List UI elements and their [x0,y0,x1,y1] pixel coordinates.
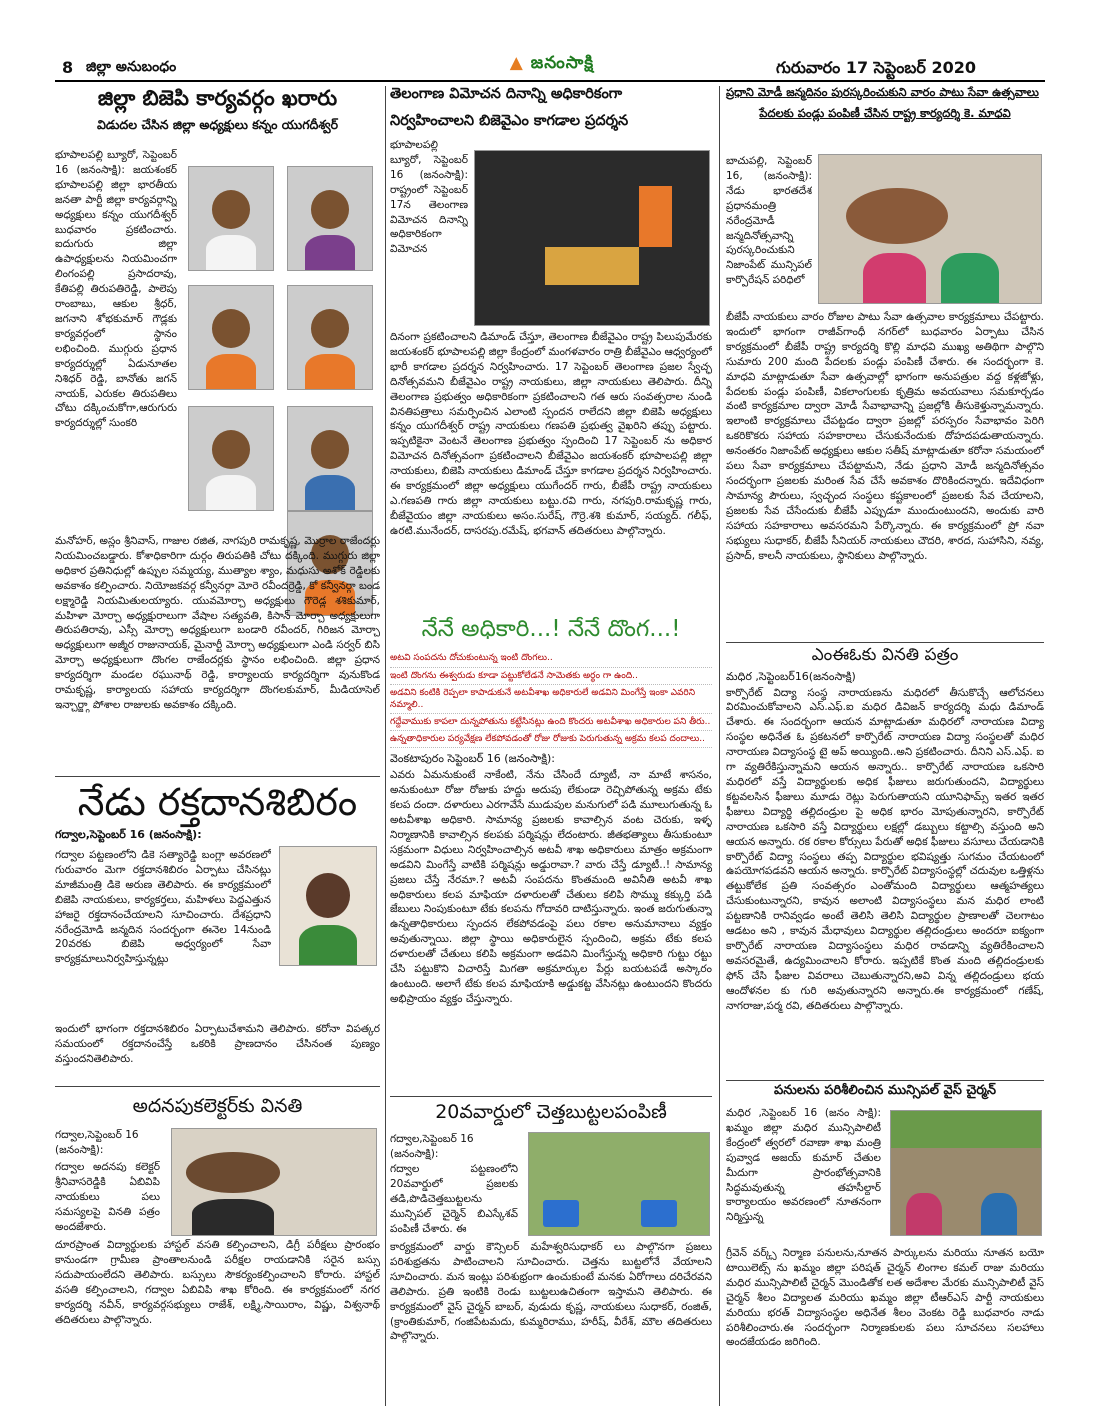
highlight-item: గద్దేవాముకు కాపలా దున్నపోతును కట్టేసినట్లు ఉంది కొందరు అటవీశాఖ అధికారుల పని తీరు.. [390,714,712,731]
masthead-rule [55,80,1045,82]
divider [55,776,380,777]
divider [55,1086,380,1087]
article-headline: నేనే అధికారి...! నేనే దొంగ...! [421,616,681,642]
article-headline: పనులను పరిశీలించిన మున్సిపల్ వైస్ చైర్మన్ [773,1083,997,1098]
article-modi-birthday [726,85,1044,562]
article-headline: నేడు రక్తదానశిబిరం [77,780,358,824]
article-body: గద్వాల పట్టణంలోని 20వవార్డులో ప్రజలకు తడి,పొడిచెత్తబుట్టలను మున్సిపల్ చైర్మెన్ బిఎస్కేశవ్ పంపిణీ చేశారు. ఈ [390,1163,518,1235]
article-bjp [55,86,380,711]
article-body: కార్యక్రమంలో వార్డు కౌన్సిలర్ మహేశ్వరిసుధాకర్ లు పాల్గొనగా ప్రజలు పరిశుభ్రతను పాటించాలని సూచించారు. చెత్తను బుట్టలోనే వేయాలని సూచించారు. మన ఇంట్లు పరిశుభ్రంగా ఉంచుకుంటే మనకు ఏరోగాలు దరిచేరవని తెలిపారు. ప్రతి ఇంటికి రెండు బుట్టలుఉచితంగా ఇస్తామని తెలిపారు. ఈ కార్యక్రమంలో వైస్ చైర్మన్ బాబర్, వుడుదు కృష్ణ, నాయకులు సుధాకర్, రంజిత్, (క్రాంతికుమార్, గంజిపేటమదు, కుమ్మరిరాము, హరీష్, వీరేశ్, మౌల తదితరులు పాల్గొన్నారు. [390,1241,712,1343]
column-middle [390,86,712,1406]
event-photo [890,1110,1042,1236]
article-meo-petition [726,646,1044,1096]
highlight-item: అటవి సంపదను దోచుకుంటున్న ఇంటి దొంగలు.. [390,650,712,667]
divider [390,1096,712,1097]
portrait-photo [287,285,373,390]
event-photo [528,1132,710,1236]
column-left [55,86,380,1406]
logo-text: జనంసాక్షి [530,53,595,73]
article-telangana [390,86,712,537]
article-body: దూరప్రాంత విద్యార్థులకు హాస్టల్ వసతి కల్పించాలని, డిగ్రీ పరీక్షలు ప్రారంభం కానుండగా గ్రామీణ ప్రాంతాలనుండి పరీక్షల రాయడానికి సరైన బస్సు సదుపాయంలేదని తెలిపారు. బస్సులు సౌకర్యంకల్పించాలని కోరారు. హాస్టల్ వసతి కల్పించాలని, గద్వాల ఏబివిపి శాఖ కోరింది. ఈ కార్యక్రమంలో నగర కార్యదర్శి నవీన్, కార్యవర్గసభ్యులు రాజేశ్, లక్ష్మి,సాయిరాం, విష్ణు, విశ్వనాథ్ తదితరులు పాల్గొన్నారు. [55,1239,380,1326]
event-photo [818,154,1042,304]
column-divider [719,86,720,1406]
article-headline: ప్రధాని మోడీ జన్మదినం పురస్కరించుకుని వారం పాటు సేవా ఉత్సవాలు [726,85,1039,99]
article-body: ఎవరు ఏమనుకుంటే నాకేంటి, నేను చేసిందే ద్యూటీ, నా మాటే శాసనం, అనుకుంటూ రోజు రోజుకు హద్దు అదుపు లేకుండా రెచ్చిపోతున్న అక్రమ టేకు కలప దందా. దళారులు ఎరగావేసే ముడుపుల మనుగులో పడి మూలుగుతున్న ఓ అటవీశాఖ అధికారి. సామాన్య ప్రజలకు కావాల్సిన వంట చెరుకు, ఇళ్ళ నిర్మాణానికి కావాల్సిన కలపకు పర్మిషన్లు లేదంటారు. జీతభత్యాలు తీసుకుంటూ సక్రమంగా విధులు నిర్వహించాల్సిన అటవీ శాఖ అధికారులు మాత్రం అక్రమంగా అడవిని మింగేస్తే వాటికి పర్మిషన్లు అడ్డురావా.? వారు చేస్తే డ్యూటీ..! సామాన్య ప్రజలు చేస్తే నేరమా.? అటవీ సంపదను కొంతమంది అవినీతి అటవీ శాఖ అధికారులు కలప మాఫియా దళారులతో చేతులు కలిపి సొమ్ము కక్కుర్తి పడి జేబులు నింపుకుంటూ టేకు కలపను గోదావరి దాటిస్తున్నారు. ఇంత జరుగుతున్నా ఉన్నతాధికారులు స్పందన లేకపోవడంపై పలు రకాల అనుమానాలు వ్యక్తం అవుతున్నాయి. జిల్లా స్థాయి అధికారులైన స్పందించి, అక్రమ టేకు కలప దళారులతో చేతులు కలిపి అక్రమంగా అడవిని మింగేస్తున్న అధికారి గుట్టు రట్టు చేసి పట్టుకొని విచారిస్తే మిగతా అక్రమార్కుల పేర్లు బయటపడే అస్కారం ఉంటుంది. అలాగే టేకు కలప మాఫియాకి అడ్డుకట్ట వేసినట్లు ఉంటుందని కొందరు అభిప్రాయం వ్యక్తం చేస్తున్నారు. [390,769,712,1005]
rally-photo [474,150,710,326]
highlight-item: ఉన్నతాధికారుల పర్యవేక్షణ లేకపోవడంతో రోజు రోజుకు పెరుగుతున్న అక్రమ కలప దందాలు.. [390,731,712,748]
article-body: ఇందులో భాగంగా రక్తదానశిబిరం ఏర్పాటుచేశామని తెలిపారు. కరోనా విపత్కర సమయంలో రక్తదానంచేస్తే ఒకరికి ప్రాణదానం చేసినంత పుణ్యం వస్తుందనితెలిపారు. [55,1023,380,1065]
portrait-photo [287,166,373,271]
article-municipal [726,1083,1044,1349]
article-headline: అదనపుకలెక్టర్‌కు వినతి [132,1095,303,1117]
portrait-photo [188,285,274,390]
article-body: భూపాలపల్లి బ్యూరో, సెప్టెంబర్ 16 (జనంసాక్షి): జయశంకర్ భూపాలపల్లి జిల్లా భారతీయ జనతా పార్టీ జిల్లా కార్యవర్గాన్ని అధ్యక్షులు కన్నం యుగదీశ్వర్ బుధవారం ప్రకటించారు. ఐదుగురు జిల్లా ఉపాధ్యక్షులను నియమించగా లింగంపల్లి ప్రసాదరావు, కేతిపల్లి తిరుపతిరెడ్డి, పాలెపు రాంబాబు, ఆకుల శ్రీధర్, జగనాని శోభకుమార్ గౌడ్లకు కార్యవర్గంలో స్థానం లభించింది. ముగ్గురు ప్రధాన కార్యదర్శుల్లో ఏడునూతల నిశిధర్ రెడ్డి, బానోతు జగన్ నాయక్, ఎరుకల తిరుపతిలు చోటు దక్కించుకోగా,ఆరుగురు కార్యదర్శుల్లో సుంకరి [55,149,177,430]
portrait-photo [279,846,377,966]
portrait-photo [287,406,373,511]
article-blood-donation [55,780,380,1065]
article-highlights [390,650,712,748]
portrait-photo [188,406,274,511]
article-headline: జిల్లా బిజెపి కార్యవర్గం ఖరారు [97,86,338,110]
article-dateline: మధిర ,సెప్టెంబర్16(జనంసాక్షి) [726,669,856,683]
divider [726,1080,1044,1081]
article-headline: పేదలకు పండ్లు పంపిణీ చేసిన రాష్ట్ర కార్యదర్శి కె. మాధవి [759,106,1011,121]
article-dateline: గద్వాల,సెప్టెంబర్ 16 (జనంసాక్షి): [55,827,202,841]
article-dateline: గద్వాల,సెప్టెంబర్ 16 (జనంసాక్షి): [390,1133,474,1160]
article-dustbins [390,1101,712,1343]
article-body: బాచుపల్లి, సెప్టెంబర్ 16, (జనంసాక్షి): నేడు భారతదేశ ప్రధానమంత్రి నరేంద్రమోడీ జన్మదినోత్సవాన్ని పురస్కరించుకుని నిజాంపేట్ మున్సిపల్ కార్పొరేషన్ పరిధిలో [726,155,812,287]
portrait-photo [188,166,274,271]
divider [726,642,1044,643]
article-dateline: గద్వాల,సెప్టెంబర్ 16 (జనంసాక్షి): [55,1129,139,1156]
article-body: మధిర ,సెప్టెంబర్ 16 (జనం సాక్షి): ఖమ్మం జిల్లా మధిర మున్సిపాలిటీ కేంద్రంలో త్వరలో రవాణా శాఖ మంత్రి పువ్వాడ అజయ్ కుమార్ చేతుల మీదుగా ప్రారంభోత్సవానికి సిద్ధమవుతున్న తహసీల్దార్ కార్యాలయం అవరణంలో నూతనంగా నిర్మిస్తున్న [726,1107,881,1224]
column-divider [385,86,386,1406]
page-number: 8 [62,58,74,77]
event-photo [171,1128,377,1236]
article-body: గ్రీవెన్ వర్క్స్ నిర్మాణ పనులను,నూతన పార్కులను మరియు నూతన బయో టాయిలెట్స్ ను ఖమ్మం జిల్లా పరిషత్ చైర్మన్ లింగాల కమల్ రాజు మరియు మధిర మున్సిపాలిటీ చైర్మన్ మొండితోక లత అదేశాల మేరకు మున్సిపాలిటీ వైస్ చైర్మన్ శీలం విద్యాలత మరియు ఖమ్మం జిల్లా టీఆర్ఎస్ పార్టీ నాయకులు మరియు భరత్ విద్యాసంస్థల అధినేత శీలం వెంకట రెడ్డి బుధవారం నాడు పరిశీలించారు.ఈ సందర్భంగా నిర్మాణకులకు పలు సూచనలు సలహాలు అందజేయడం జరిగింది. [726,1247,1044,1349]
article-headline: 20వవార్డులో చెత్తబుట్టలపంపిణీ [435,1101,667,1123]
newspaper-logo [496,49,608,77]
section-title: జిల్లా అనుబంధం [86,59,177,75]
article-body: భూపాలపల్లి బ్యూరో, సెప్టెంబర్ 16 (జనంసాక్షి): రాష్ట్రంలో సెప్టెంబర్ 17న తెలంగాణ విమోచన దినాన్ని అధికారికంగా విమోచన [390,139,468,256]
article-body: బీజేపీ నాయకులు వారం రోజుల పాటు సేవా ఉత్సవాల కార్యక్రమాలు చేపట్టారు. ఇందులో భాగంగా రాజీవ్‌గాంధీ నగర్‌లో బుధవారం ఏర్పాటు చేసిన కార్యక్రమంలో బీజేపీ రాష్ట్ర కార్యదర్శి కొల్లి మాధవి ముఖ్య అతిథిగా పాల్గొని సుమారు 200 మంది పేదలకు పండ్లు పంపిణీ చేశారు. ఈ సందర్భంగా కె. మాధవి మాట్లాడుతూ సేవా ఉత్సవాల్లో భాగంగా అనుపత్రుల వద్ద కళ్లజోళ్లు, పేదలకు పండ్లు పంపిణీ, వికలాంగులకు కృత్రిమ అవయవాలు సమకూర్చడం వంటి కార్యక్రమాల ద్వారా మోడీ సేవాభావాన్ని ప్రజల్లోకి తీసుకెళ్తున్నామన్నారు. ఇలాంటి కార్యక్రమాలు చేపట్టడం ద్వారా ప్రజల్లో పరస్పరం సేవాభావం పెరిగి ఒకరికొకరు సహాయ సహకారాలు చేసుకునేందుకు దోహదపడుతాయన్నారు. అనంతరం నిజాంపేట్ అధ్యక్షులు ఆకుల సతీష్ మాట్లాడుతూ కరోనా సమయంలో పలు సేవా కార్యక్రమాలు చేపట్టామని, నేడు ప్రధాని మోడీ జన్మదినోత్సవం సందర్భంగా ప్రజలకు మరింత సేవ చేసే అవకాశం దొరికిందన్నారు. ఇదేవిధంగా సామాన్య పౌరులు, స్వచ్ఛంద సంస్థలు కష్టకాలంలో ప్రజలకు సేవ చేయాలని, ప్రజలకు సేవ చేసేందుకు బీజేపీ ఎప్పుడూ ముందుంటుందని, అందుకు వారి సహాయ సహకారాలు అవసరమని పేర్కొన్నారు. ఈ కార్యక్రమంలో ప్రో నవా సభ్యులు సుధాకర్, బీజేపీ సీనియర్ నాయకులు చౌదరి, శారద, సుహాసిని, నవ్య, ప్రసాద్, కాలనీ నాయకులు, స్థానికులు పాల్గొన్నారు. [726,311,1044,562]
article-subhead: విడుదల చేసిన జిల్లా అధ్యక్షులు కన్నం యుగదీశ్వర్ [96,117,339,133]
article-forest-officer [390,616,712,1068]
article-body: మనోహర్, అస్లం శ్రీనివాస్, గాజుల రజిత, నాగపురి రామకృష్ణ, మొర్రాల రాజేందర్లు నియమించబడ్డారు. కోశాధికారిగా దుర్గం తిరుపతికి చోటు దక్కింది. ముగ్గురు జిల్లా అధికార ప్రతినిధుల్లో ఉప్పుల సమ్మయ్య, ముత్యాల శ్యాం, మధుసు అశోక్ రెడ్డిలకు అవకాశం కల్పించారు. నియోజకవర్గ కన్వీనర్గా మోరె రవీందర్రెడ్డి, కో కన్వీనర్గా బండ లక్ష్మారెడ్డి నియమితులయ్యారు. యువమోర్చా అధ్యక్షులు గౌరెడ్ల శశికుమార్, మహిళా మోర్చా అధ్యక్షురాలుగా వేషాల సత్యవతి, కిసాన్ మోర్చా అధ్యక్షులుగా తిరుపతిరావు, ఎస్సీ మోర్చా అధ్యక్షులుగా బండారి రవీందర్, గిరిజన మోర్చా అధ్యక్షులుగా అజ్మీర రాజునాయక్, మైనార్టీ మోర్చా అధ్యక్షులుగా ఎండి సర్వర్ బిసి మోర్చా అధ్యక్షులుగా దొంగల రాజేందర్లకు స్థానం లభించింది. జిల్లా ప్రధాన కార్యదర్శిగా మండల రఘునాథ్ రెడ్డి, కార్యాలయ కార్యదర్శిగా వునుకొండ రామకృష్ణ, కార్యాలయ సహాయ కార్యదర్శిగా దొంగలకుమార్, మీడియాసెల్ ఇన్చార్జ్గా పోశాల రాజులకు అవకాశం దక్కింది. [55,535,380,711]
masthead [0,0,1100,80]
article-headline: ఎంఈఓకు వినతి పత్రం [811,645,959,665]
article-body: గద్వాల పట్టణంలోని డికె సత్యారెడ్డి బంగ్లా అవరణలో గురువారం మెగా రక్తదానశిబిరం ఏర్పాటు చేసినట్లు మాజీమంత్రి డికె అరుణ తెలిపారు. ఈ కార్యక్రమంలో బిజెపి నాయకులు, కార్యకర్తలు, మహిళలు పెద్దఎత్తున హాజరై రక్తదానంచేయాలని సూచించారు. దేశప్రధాని నరేంద్రమోడి జన్మదిన సందర్బంగా ఈనెల 14నుండి 20వరకు బిజెపి అధ్వర్యంలో సేవా కార్యక్రమాలునిర్వహిస్తున్నట్లు [55,849,271,966]
issue-date: గురువారం 17 సెప్టెంబర్ 2020 [776,58,976,77]
logo-mark-icon: ▲ [509,53,531,73]
article-body: గద్వాల అదనపు కలెక్టర్ శ్రీనివాసరెడ్డికి ఏబివిపి నాయకులు పలు సమస్యలపై వినతి పత్రం అందజేశారు. [55,1161,160,1233]
highlight-item: అడవిని కంటికి రెప్పలా కాపాడుకునే అటవీశాఖ అధికారులే అడవిని మింగేస్తే ఇంకా ఎవరిని నమ్మాలి.. [390,685,712,714]
article-body: కార్పొరేట్ విద్యా సంస్థ నారాయణను మధిరలో తీసుకొచ్చే ఆలోచనలు విరమించుకోవాలని ఎస్.ఎఫ్.ఐ మధిర డివిజన్ కార్యదర్శి మధు డిమాండ్ చేశారు. ఈ సందర్భంగా ఆయన మాట్లాడుతూ మధిరలో నారాయణ విద్యా సంస్థల అధినేత ఓ ప్రకటనలో కార్పొరేట్ నారాయణ విద్యా సంస్థలతో మధిర నారాయణ విద్యాసంస్థ టై అప్ అయ్యింది..అని ప్రకటించారు. దీనిని ఎస్.ఎఫ్. ఐ గా వ్యతిరేకిస్తున్నామని ఆయన అన్నారు.. కార్పొరేట్ నారాయణ ఒకసారి మధిరలో వస్తే విద్యార్థులకు అధిక ఫీజులు జరుగుతుందని, విద్యార్థులు కట్టవలసిన ఫీజులు మూడు రెట్లు పెరుగుతాయని యూనిఫామ్స్ ఇతర ఇతర ఫీజులు విద్యార్థి తల్లిదండ్రుల పై అధిక భారం మోపుతున్నారని, కార్పొరేట్ నారాయణ ఒకసారి వస్తే విద్యార్థులు లక్షల్లో డబ్బులు కట్టాల్సి వస్తుంది అని ఆయన అన్నారు. రక రకాల కోర్సులు పేరుతో అధిక ఫీజులు వసూలు చేయడానికి కార్పొరేట్ విద్యా సంస్థలు తప్ప విద్యార్థుల భవిష్యత్తు సుగమం చేయటంలో ఉపయోగపడవని ఆయన అన్నారు. కార్పొరేట్ విద్యాసంస్థల్లో చదువుల ఒత్తిళ్లను తట్టుకోలేక ప్రతి సంవత్సరం ఎంతోమంది విద్యార్థులు ఆత్మహత్యలు చేసుకుంటున్నారని, కావున అలాంటి విద్యాసంస్థలు మన మధిర లాంటి పట్టణానికి రానివ్వడం అంటే తెలిసి తెలిసి విద్యార్థుల ప్రాణాలతో చెలగాటం ఆడటం అని , కావున మేధావులు విద్యార్థుల తల్లిదండ్రులు అందరూ ఐక్యంగా కార్పొరేట్ నారాయణ విద్యాసంస్థలు మధిర రావడాన్ని వ్యతిరేకించాలని అవసరమైతే, ఉద్యమించాలని కోరారు. ఇప్పటికే కొంత మంది తల్లిదండ్రులకు ఫోన్ చేసి ఫీజుల వివరాలు చెబుతున్నారని,అవి విన్న తల్లిదండ్రులు భయ ఆందోళనల కు గురి అవుతున్నారని అన్నారు.ఈ కార్యక్రమంలో గణేష్, నాగరాజు,పర్మ రవి, తదితరులు పాల్గొన్నారు. [726,686,1044,1012]
article-headline: నిర్వహించాలని బిజెవైఎం కాగడాల ప్రదర్శన [390,112,629,129]
highlight-item: ఇంటి దొంగను ఈశ్వరుడు కూడా పట్టుకోలేడనే సామెతకు అర్థం గా ఉంది.. [390,668,712,685]
article-dateline: వెంకటాపురం సెప్టెంబర్ 16 (జనంసాక్షి): [390,752,555,766]
article-headline: తెలంగాణ విమోచన దినాన్ని అధికారికంగా [390,86,623,102]
article-collector [55,1095,380,1326]
article-body: దినంగా ప్రకటించాలని డిమాండ్ చేస్తూ, తెలంగాణ బీజేవైఎం రాష్ట్ర పిలుపుమేరకు జయశంకర్ భూపాలపల్లి జిల్లా కేంద్రంలో మంగళవారం రాత్రి బీజేవైఎం ఆధ్వర్యంలో భారీ కాగడాల ప్రదర్శన నిర్వహించారు. 17 సెప్టెంబర్ తెలంగాణ ప్రజల స్వేచ్ఛ దినోత్సవమని బీజేవైఎం రాష్ట్ర నాయకులు, జిల్లా నాయకులు తెలిపారు. దీన్ని తెలంగాణ ప్రభుత్వం అధికారికంగా ప్రకటించాలని గత ఆరు సంవత్సరాల నుండి వినతిపత్రాలు సమర్పించిన ఎలాంటి స్పందన రాలేదని జిల్లా బిజెపి అధ్యక్షులు కన్నం యుగదీశ్వర్ రాష్ట్ర నాయకులు గణపతి ప్రభుత్వ వైఖరిని తప్పు పట్టారు. ఇప్పటికైనా వెంటనే తెలంగాణ ప్రభుత్వం స్పందించి 17 సెప్టెంబర్ ను అధికార విమోచన దినోత్సవంగా ప్రకటించాలని బీజేవైఎం జయశంకర్ భూపాలపల్లి జిల్లా నాయకులు, బిజెపి నాయకులు డిమాండ్ చేస్తూ కాగడాల ప్రదర్శన నిర్వహించారు. ఈ కార్యక్రమంలో జిల్లా అధ్యక్షులు యుగేందర్ గారు, బీజేపీ రాష్ట్ర నాయకులు ఎ.గణపతి గారు జిల్లా నాయకులు బట్టు.రవి గారు, నగపురి.రామకృష్ణ గారు, బీజేవైయం జిల్లా నాయకులు అసం.సురేష్, గౌర్రె.శశి కుమార్, సయ్యద్. గలీఫ్, ఉరటి.మునేందర్, దాసరపు.రమేష్, భగవాన్ తదితరులు పాల్గొన్నారు. [390,331,712,537]
column-right [726,86,1044,1406]
